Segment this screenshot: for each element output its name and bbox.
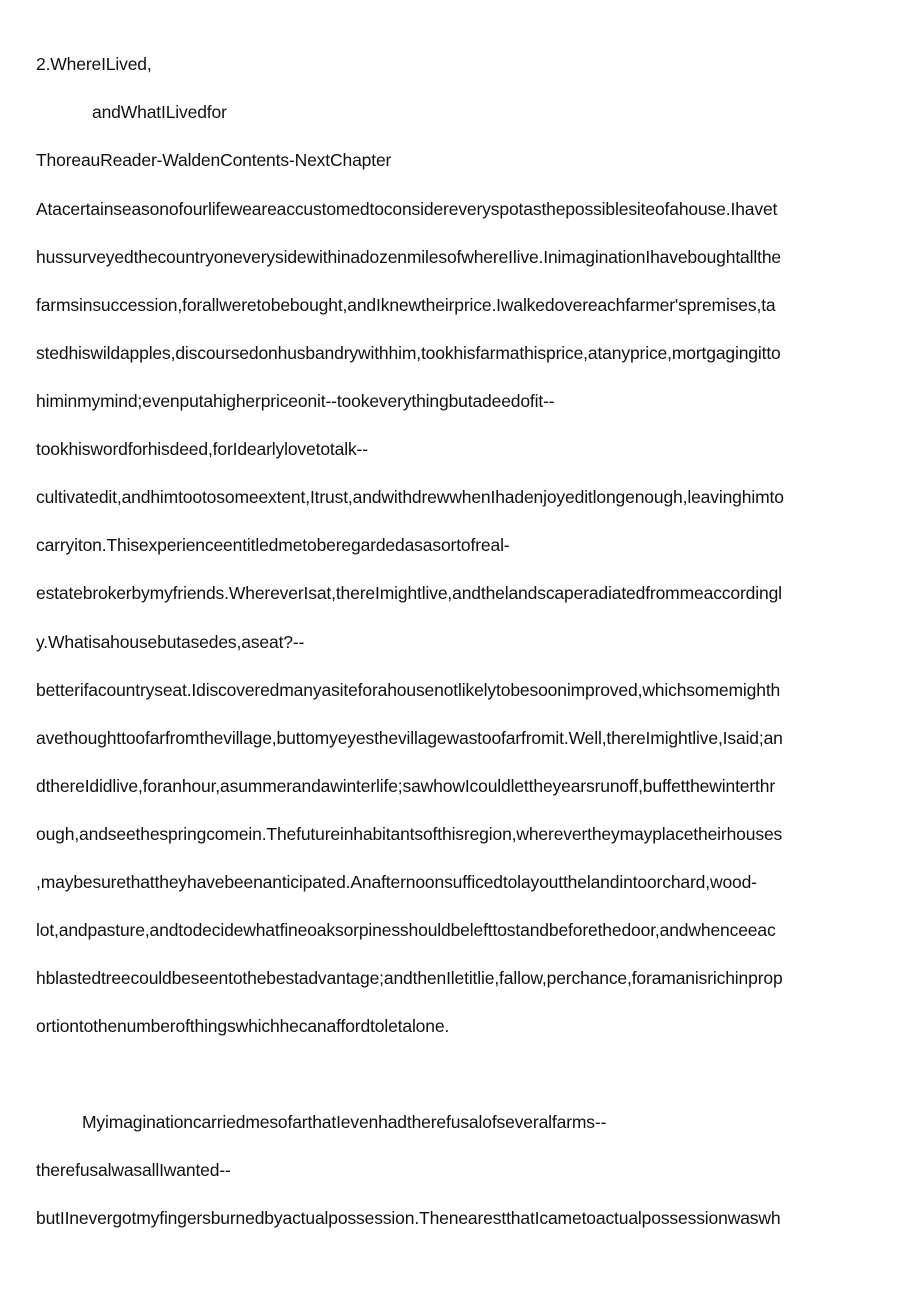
text-line: tookhiswordforhisdeed,forIdearlylovetotalk--	[36, 439, 368, 459]
text-line: ,maybesurethattheyhavebeenanticipated.Anafternoonsufficedtolayoutthelandintoorchard,wood-	[36, 872, 757, 892]
text-line: y.Whatisahousebutasedes,aseat?--	[36, 632, 305, 652]
text-line: stedhiswildapples,discoursedonhusbandrywithhim,tookhisfarmathisprice,atanyprice,mortgagingitto	[36, 343, 781, 363]
text-line: carryiton.Thisexperienceentitledmetoberegardedasasortofreal-	[36, 535, 510, 555]
chapter-subtitle: andWhatILivedfor	[92, 102, 227, 122]
text-line: estatebrokerbymyfriends.WhereverIsat,thereImightlive,andthelandscaperadiatedfrommeaccordingl	[36, 583, 782, 603]
text-line: ortiontothenumberofthingswhichhecanaffordtoletalone.	[36, 1016, 450, 1036]
navigation-links: ThoreauReader-WaldenContents-NextChapter	[36, 150, 392, 170]
text-line: therefusalwasallIwanted--	[36, 1160, 231, 1180]
text-line: ough,andseethespringcomein.Thefutureinhabitantsofthisregion,wherevertheymayplacetheirhouses	[36, 824, 783, 844]
text-line: hussurveyedthecountryoneverysidewithinadozenmilesofwhereIlive.InimaginationIhaveboughtallthe	[36, 247, 781, 267]
chapter-number-title: 2.WhereILived,	[36, 54, 152, 74]
text-line: avethoughttoofarfromthevillage,buttomyeyesthevillagewastoofarfromit.Well,thereImightlive,Isaid;an	[36, 728, 783, 748]
text-line: Atacertainseasonofourlifeweareaccustomedtoconsidereveryspotasthepossiblesiteofahouse.Ihavet	[36, 199, 778, 219]
text-line: cultivatedit,andhimtootosomeextent,Itrust,andwithdrewwhenIhadenjoyeditlongenough,leavinghimto	[36, 487, 784, 507]
text-line: farmsinsuccession,forallweretobebought,andIknewtheirprice.Iwalkedovereachfarmer'spremises,ta	[36, 295, 776, 315]
text-line: betterifacountryseat.Idiscoveredmanyasiteforahousenotlikelytobesoonimproved,whichsomemighth	[36, 680, 781, 700]
text-line: lot,andpasture,andtodecidewhatfineoaksorpinesshouldbelefttostandbeforethedoor,andwhenceeac	[36, 920, 776, 940]
text-line: dthereIdidlive,foranhour,asummerandawinterlife;sawhowIcouldlettheyearsrunoff,buffetthewinterthr	[36, 776, 776, 796]
text-line: himinmymind;evenputahigherpriceonit--tookeverythingbutadeedofit--	[36, 391, 555, 411]
text-line: butIInevergotmyfingersburnedbyactualpossession.ThenearestthatIcametoactualpossessionwaswh	[36, 1208, 781, 1228]
text-line: hblastedtreecouldbeseentothebestadvantage;andthenIletitlie,fallow,perchance,foramanisrichinprop	[36, 968, 783, 988]
text-line: MyimaginationcarriedmesofarthatIevenhadtherefusalofseveralfarms--	[82, 1112, 607, 1132]
